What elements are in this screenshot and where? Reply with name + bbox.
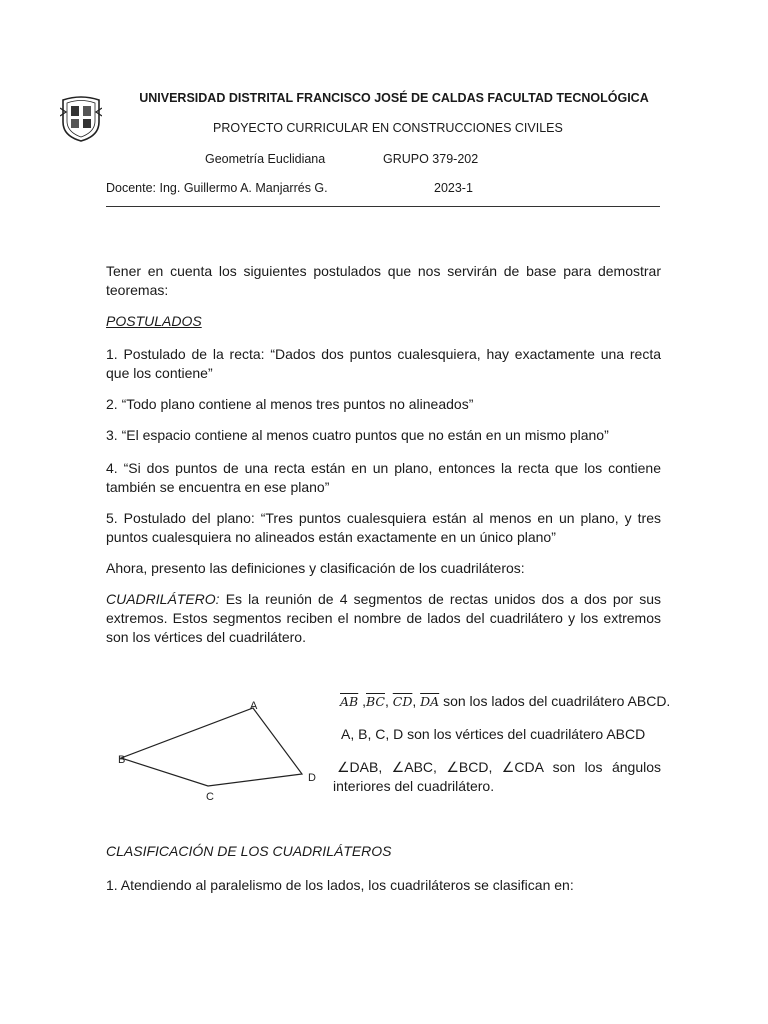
postulate-4: 4. “Si dos puntos de una recta están en un plano, entonces la recta que los contiene también se encuentra en ese plano”	[106, 460, 661, 495]
vertex-label-a: A	[250, 700, 258, 712]
university-title: UNIVERSIDAD DISTRITAL FRANCISCO JOSÉ DE CALDAS FACULTAD TECNOLÓGICA	[139, 91, 649, 105]
vertex-label-b: B	[118, 754, 126, 766]
angles-note: ∠DAB, ∠ABC, ∠BCD, ∠CDA son los ángulos interiores del cuadrilátero.	[333, 759, 661, 794]
quadrilateral-definition	[106, 590, 661, 647]
term-label: 2023-1	[434, 181, 473, 195]
quadrilateral-figure	[112, 695, 322, 805]
classification-heading: CLASIFICACIÓN DE LOS CUADRILÁTEROS	[106, 843, 392, 859]
classification-item-1: 1. Atendiendo al paralelismo de los lados, los cuadriláteros se clasifican en:	[106, 877, 574, 893]
side-ab: $\overline{AB}$	[340, 694, 359, 709]
vertex-label-c: C	[206, 791, 214, 803]
quadrilateral-definition-text: Es la reunión de 4 segmentos de rectas unidos dos a dos por sus extremos. Estos segmentos reciben el nombre de lados del cuadrilátero y los extremos son los vértices del cuadrilátero.	[106, 591, 661, 645]
postulate-2: 2. “Todo plano contiene al menos tres puntos no alineados”	[106, 396, 474, 412]
postulate-3: 3. “El espacio contiene al menos cuatro puntos que no están en un mismo plano”	[106, 427, 609, 443]
side-da: $\overline{DA}$	[420, 694, 440, 709]
quadrilateral-shape	[121, 708, 302, 786]
vertices-note: A, B, C, D son los vértices del cuadrilátero ABCD	[341, 726, 646, 742]
group-label: GRUPO 379-202	[383, 152, 479, 166]
header-divider	[106, 206, 660, 207]
teacher-name: Docente: Ing. Guillermo A. Manjarrés G.	[106, 181, 328, 195]
side-bc: $\overline{BC}$	[366, 694, 385, 709]
definitions-intro: Ahora, presento las definiciones y clasificación de los cuadriláteros:	[106, 560, 525, 576]
vertex-label-d: D	[308, 772, 316, 784]
quadrilateral-term: CUADRILÁTERO:	[106, 591, 220, 607]
sides-note: $\overline{AB}$ $,\overline{BC}$, $\overline{CD}$, $\overline{DA}$ son los lados del cuadrilátero ABCD.	[340, 693, 671, 709]
side-cd: $\overline{CD}$	[392, 694, 413, 709]
course-name: Geometría Euclidiana	[205, 152, 326, 166]
sides-note-text: son los lados del cuadrilátero ABCD.	[439, 693, 671, 709]
program-name: PROYECTO CURRICULAR EN CONSTRUCCIONES CIVILES	[213, 121, 563, 135]
postulate-1: 1. Postulado de la recta: “Dados dos puntos cualesquiera, hay exactamente una recta que los contiene”	[106, 346, 661, 381]
postulates-heading: POSTULADOS	[106, 313, 202, 329]
intro-paragraph: Tener en cuenta los siguientes postulados que nos servirán de base para demostrar teoremas:	[106, 263, 661, 298]
postulate-5: 5. Postulado del plano: “Tres puntos cualesquiera están al menos en un plano, y tres puntos cualesquiera no alineados están exactamente en un único plano”	[106, 510, 661, 545]
